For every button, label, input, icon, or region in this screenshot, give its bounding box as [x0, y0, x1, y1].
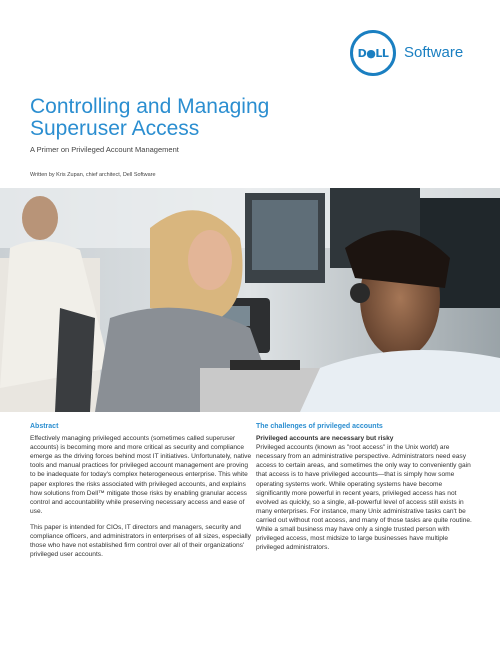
- page-title: Controlling and Managing Superuser Access: [30, 95, 270, 140]
- dell-software-logo: [350, 30, 478, 70]
- dell-logo-icon: [350, 30, 396, 76]
- logo-software-label: Software: [404, 44, 464, 61]
- challenges-column: [256, 422, 472, 559]
- challenges-paragraph-1: Privileged accounts (known as "root access" in the Unix world) are necessary from an administrative perspective. Administrators need easy access to certain areas, and sometimes the only way to conveniently gain that access is to have privileged accounts—that is simply how some operating systems work. While operating systems have become significantly more powerful in recent years, privileged access has not evolved as quickly, so a single, all-powerful level of access still exists in many enterprises. For instance, many Unix administrative tasks can't be carried out without root access, and many of those tasks are quite routine. While a small business may have only a single trusted person with privileged access, most midsize to large businesses have multiple privileged administrators.: [256, 444, 472, 552]
- abstract-column: [30, 422, 252, 566]
- challenges-heading: The challenges of privileged accounts: [256, 423, 383, 430]
- abstract-paragraph-2: This paper is intended for CIOs, IT directors and managers, security and compliance officers, and administrators in enterprises of all sizes, especially those who have not established firm control over all of their organizations' privileged user accounts.: [30, 523, 251, 559]
- abstract-paragraph-1: Effectively managing privileged accounts (sometimes called superuser accounts) is becoming more and more critical as security and compliance emerge as the driving forces behind most IT initiatives. Unfortunately, native tools and manual practices for privileged account management are proving to be inadequate for today's complex heterogeneous enterprise. This white paper explores the risks associated with privileged accounts, and explains how solutions from Dell™ mitigate those risks by enabling granular access control and accountability while preserving necessary access and ease of use.: [30, 435, 252, 515]
- author-byline: Written by Kris Zupan, chief architect, Dell Software: [30, 172, 156, 178]
- abstract-heading: Abstract: [30, 423, 59, 430]
- page-subtitle: A Primer on Privileged Account Management: [30, 145, 179, 154]
- hero-photo-call-center: [0, 188, 500, 412]
- challenges-subheading: Privileged accounts are necessary but risky: [256, 435, 394, 443]
- dell-logo-text: D●LL: [357, 46, 389, 60]
